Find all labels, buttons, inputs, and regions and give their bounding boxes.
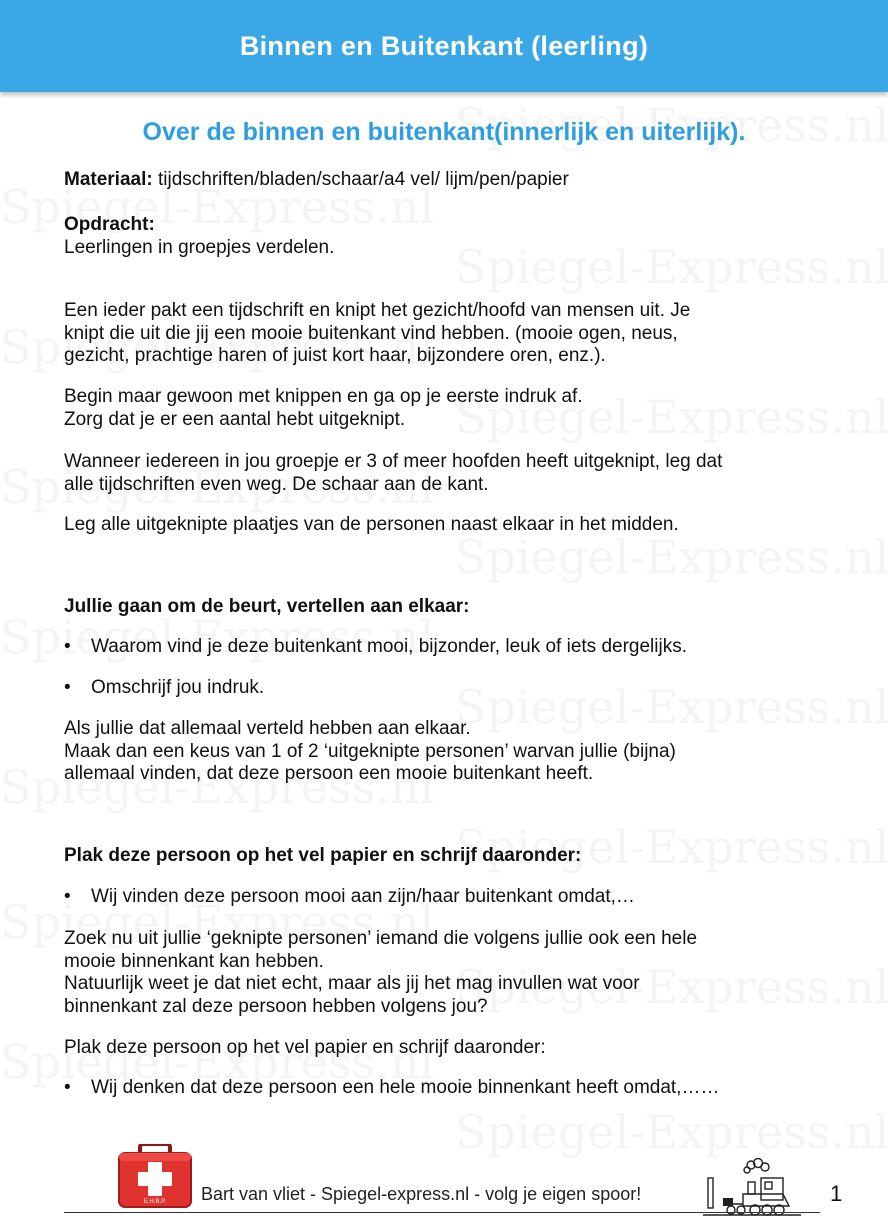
- text-line: knipt die uit die jij een mooie buitenkant vind hebben. (mooie ogen, neus,: [64, 322, 678, 344]
- text-line: Een ieder pakt een tijdschrift en knipt het gezicht/hoofd van mensen uit. Je: [64, 300, 691, 321]
- section-2-heading: Plak deze persoon op het vel papier en schrijf daaronder:: [64, 845, 582, 866]
- bullet-icon: •: [64, 677, 71, 698]
- footer-divider: [64, 1212, 820, 1213]
- text-line: binnenkant zal deze persoon hebben volgens jou?: [64, 995, 488, 1017]
- materiaal-label: Materiaal:: [64, 169, 153, 190]
- page-number: 1: [830, 1181, 843, 1206]
- paragraph-7: Plak deze persoon op het vel papier en schrijf daaronder:: [64, 1037, 546, 1058]
- list-item-text: Wij vinden deze persoon mooi aan zijn/haar buitenkant omdat,…: [91, 886, 635, 907]
- text-line: alle tijdschriften even weg. De schaar aan de kant.: [64, 473, 489, 495]
- paragraph-3: [64, 451, 844, 496]
- text-line: Maak dan een keus van 1 of 2 ‘uitgeknipte personen’ warvan jullie (bijna): [64, 740, 676, 762]
- text-line: Zoek nu uit jullie ‘geknipte personen’ iemand die volgens jullie ook een hele: [64, 928, 698, 949]
- text-line: gezicht, prachtige haren of juist kort haar, bijzondere oren, enz.).: [64, 345, 606, 366]
- train-icon: [703, 1158, 801, 1216]
- section-1-heading: Jullie gaan om de beurt, vertellen aan elkaar:: [64, 596, 470, 617]
- text-line: Zorg dat je er een aantal hebt uitgeknipt.: [64, 408, 406, 430]
- text-line: Als jullie dat allemaal verteld hebben aan elkaar.: [64, 718, 471, 739]
- materiaal-line: [64, 169, 844, 192]
- opdracht-label: Opdracht:: [64, 214, 155, 235]
- list-item-text: Waarom vind je deze buitenkant mooi, bijzonder, leuk of iets dergelijks.: [91, 636, 687, 657]
- bullet-icon: •: [64, 886, 71, 907]
- text-line: allemaal vinden, dat deze persoon een mooie buitenkant heeft.: [64, 763, 594, 784]
- bullet-icon: •: [64, 636, 71, 657]
- paragraph-5: [64, 718, 844, 786]
- subtitle: Over de binnen en buitenkant(innerlijk en uiterlijk).: [142, 118, 746, 146]
- page-title: Binnen en Buitenkant (leerling): [239, 30, 649, 61]
- list-item-text: Wij denken dat deze persoon een hele mooie binnenkant heeft omdat,……: [91, 1077, 720, 1098]
- page-header: [0, 0, 888, 92]
- footer-text: Bart van vliet - Spiegel-express.nl - volg je eigen spoor!: [201, 1184, 642, 1204]
- text-line: mooie binnenkant kan hebben.: [64, 950, 324, 972]
- first-aid-kit-icon: [118, 1144, 192, 1208]
- text-line: Wanneer iedereen in jou groepje er 3 of meer hoofden heeft uitgeknipt, leg dat: [64, 451, 723, 472]
- text-line: Begin maar gewoon met knippen en ga op je eerste indruk af.: [64, 386, 583, 407]
- kit-label: E.H.B.P.: [143, 1199, 167, 1205]
- paragraph-1: [64, 300, 844, 368]
- watermark: [455, 530, 888, 584]
- bullet-icon: •: [64, 1077, 71, 1098]
- text-line: Natuurlijk weet je dat niet echt, maar als jij het mag invullen wat voor: [64, 973, 640, 994]
- list-item-text: Omschrijf jou indruk.: [91, 677, 265, 698]
- paragraph-6: [64, 928, 844, 1018]
- paragraph-4: Leg alle uitgeknipte plaatjes van de personen naast elkaar in het midden.: [64, 514, 679, 535]
- materiaal-value: tijdschriften/bladen/schaar/a4 vel/ lijm/pen/papier: [152, 169, 569, 190]
- opdracht-text: Leerlingen in groepjes verdelen.: [64, 237, 335, 258]
- watermark: [455, 1105, 888, 1159]
- paragraph-2: [64, 386, 844, 431]
